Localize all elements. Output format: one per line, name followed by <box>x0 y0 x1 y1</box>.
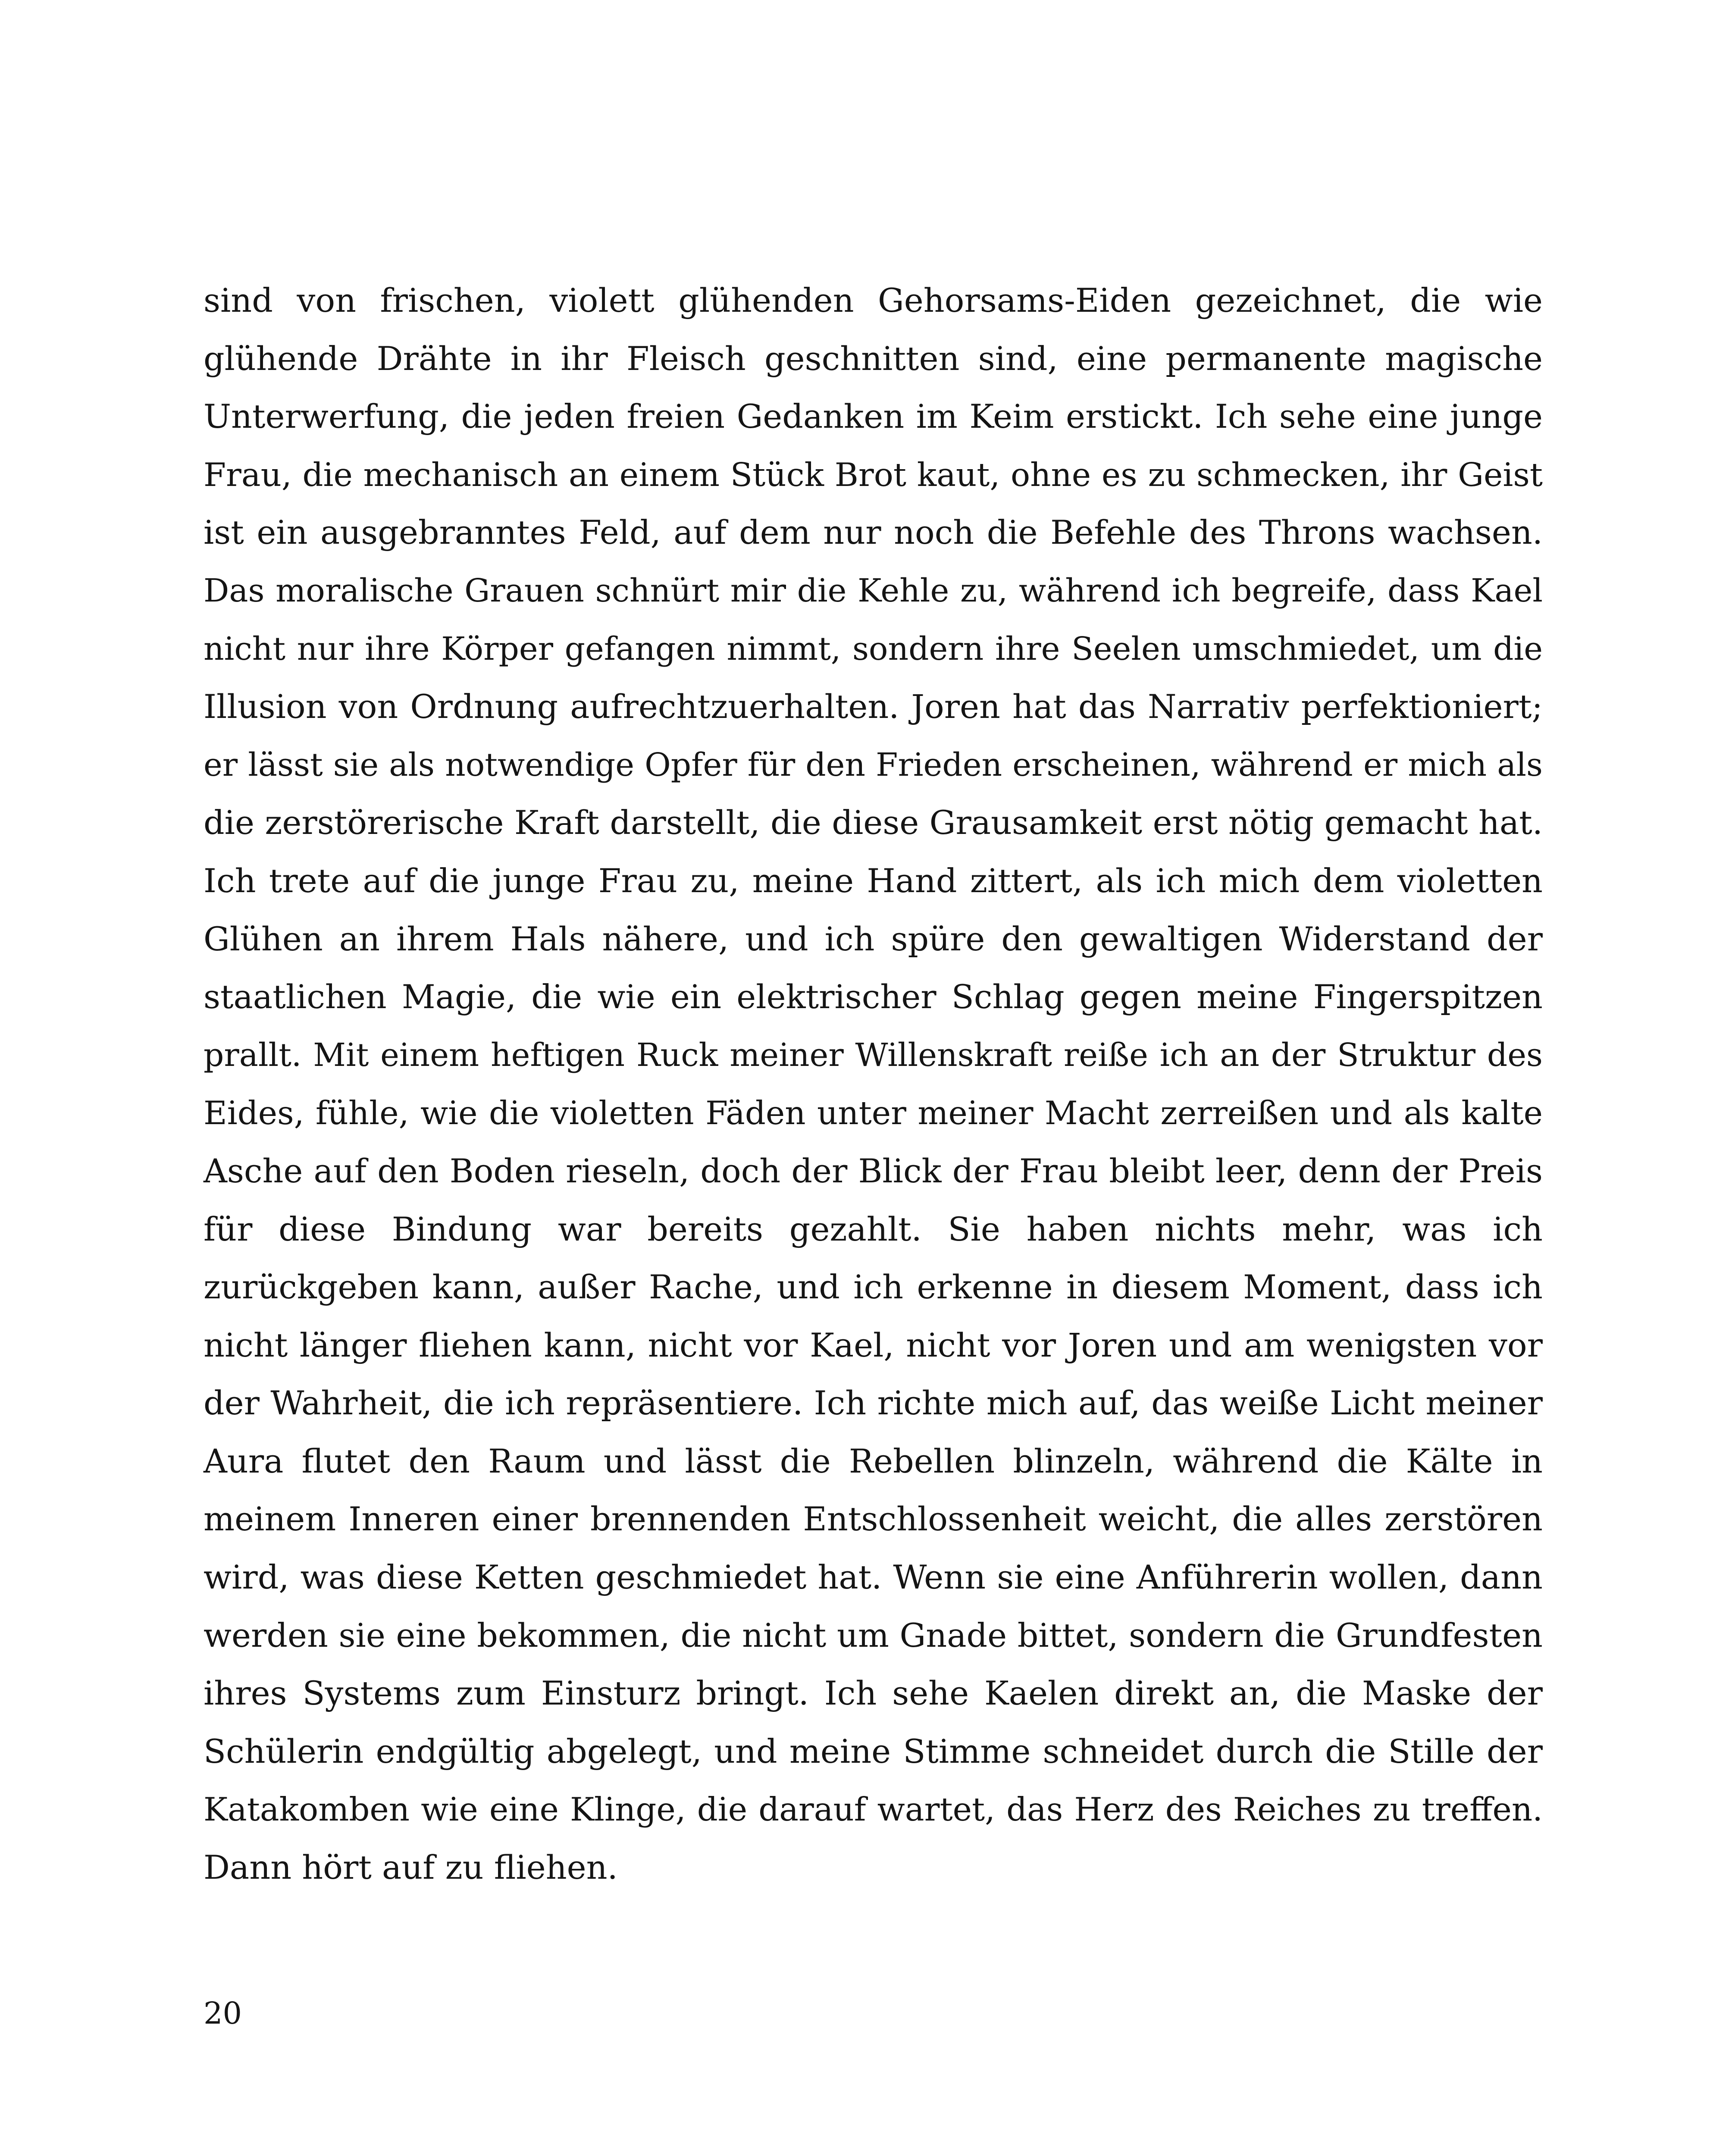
text-line: Das moralische Grauen schnürt mir die Kehle zu, während ich begreife, dass Kael <box>204 572 1543 609</box>
text-line: Katakomben wie eine Klinge, die darauf wartet, das Herz des Reiches zu treffen. <box>204 1790 1543 1829</box>
text-line: meinem Inneren einer brennenden Entschlossenheit weicht, die alles zerstören <box>204 1500 1543 1539</box>
text-line: ist ein ausgebranntes Feld, auf dem nur noch die Befehle des Throns wachsen. <box>204 513 1543 552</box>
text-line: Asche auf den Boden rieseln, doch der Blick der Frau bleibt leer, denn der Preis <box>204 1151 1543 1190</box>
text-line: Glühen an ihrem Hals nähere, und ich spüre den gewaltigen Widerstand der <box>204 919 1543 958</box>
text-line: der Wahrheit, die ich repräsentiere. Ich richte mich auf, das weiße Licht meiner <box>204 1384 1543 1423</box>
text-line: Aura flutet den Raum und lässt die Rebellen blinzeln, während die Kälte in <box>204 1442 1543 1480</box>
text-line: Ich trete auf die junge Frau zu, meine Hand zittert, als ich mich dem violetten <box>204 861 1543 900</box>
text-line: zurückgeben kann, außer Rache, und ich erkenne in diesem Moment, dass ich <box>204 1268 1543 1307</box>
text-line: glühende Drähte in ihr Fleisch geschnitten sind, eine permanente magische <box>204 339 1543 378</box>
text-line: Schülerin endgültig abgelegt, und meine Stimme schneidet durch die Stille der <box>204 1732 1543 1771</box>
text-line: Eides, fühle, wie die violetten Fäden unter meiner Macht zerreißen und als kalte <box>204 1094 1543 1132</box>
page-number: 20 <box>204 1996 242 2031</box>
body-paragraph <box>204 272 1543 1897</box>
text-line: staatlichen Magie, die wie ein elektrischer Schlag gegen meine Fingerspitzen <box>204 978 1543 1016</box>
text-line: nicht nur ihre Körper gefangen nimmt, sondern ihre Seelen umschmiedet, um die <box>204 630 1543 667</box>
text-line: Frau, die mechanisch an einem Stück Brot kaut, ohne es zu schmecken, ihr Geist <box>204 455 1543 494</box>
text-line: die zerstörerische Kraft darstellt, die diese Grausamkeit erst nötig gemacht hat. <box>204 803 1543 842</box>
text-line: Dann hört auf zu fliehen. <box>204 1848 618 1887</box>
text-line: Unterwerfung, die jeden freien Gedanken im Keim erstickt. Ich sehe eine junge <box>204 397 1543 436</box>
text-line: für diese Bindung war bereits gezahlt. Sie haben nichts mehr, was ich <box>204 1210 1543 1248</box>
text-line: sind von frischen, violett glühenden Gehorsams-Eiden gezeichnet, die wie <box>204 281 1543 320</box>
text-line: wird, was diese Ketten geschmiedet hat. Wenn sie eine Anführerin wollen, dann <box>204 1558 1543 1597</box>
text-line: prallt. Mit einem heftigen Ruck meiner Willenskraft reiße ich an der Struktur des <box>204 1036 1543 1074</box>
text-line: Illusion von Ordnung aufrechtzuerhalten. Joren hat das Narrativ perfektioniert; <box>204 687 1543 726</box>
text-line: ihres Systems zum Einsturz bringt. Ich sehe Kaelen direkt an, die Maske der <box>204 1674 1543 1713</box>
text-line: nicht länger fliehen kann, nicht vor Kael, nicht vor Joren und am wenigsten vor <box>204 1326 1543 1364</box>
text-line: er lässt sie als notwendige Opfer für den Frieden erscheinen, während er mich als <box>204 746 1543 783</box>
text-line: werden sie eine bekommen, die nicht um Gnade bittet, sondern die Grundfesten <box>204 1616 1543 1655</box>
